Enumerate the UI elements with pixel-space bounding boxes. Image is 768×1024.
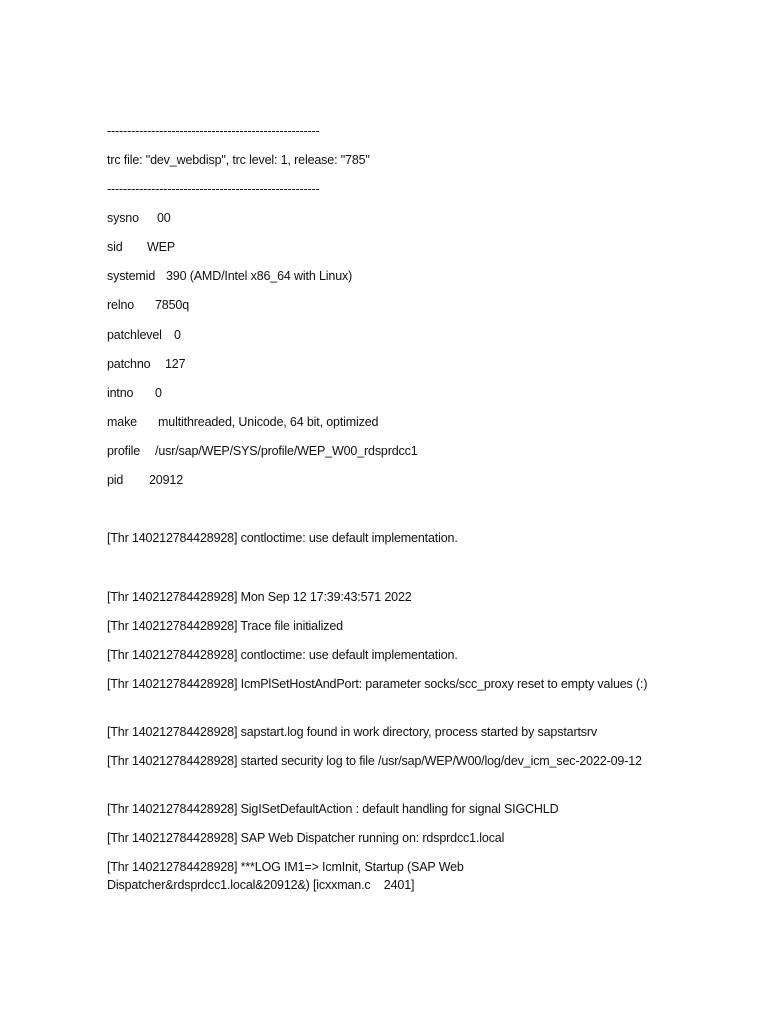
log-line: [Thr 140212784428928] SAP Web Dispatcher running on: rdsprdcc1.local [107,831,505,845]
info-key: systemid [107,269,156,283]
info-line-intno [107,384,667,402]
log-line: [Thr 140212784428928] sapstart.log found in work directory, process started by sapstartsrv [107,725,598,739]
log-line: [Thr 140212784428928] Trace file initialized [107,619,343,633]
info-value: 0 [155,386,162,400]
separator-top: ----------------------------------------------------- [107,124,320,138]
log-line: [Thr 140212784428928] ***LOG IM1=> IcmInit, Startup (SAP Web Dispatcher&rdsprdcc1.local&20912&) [icxxman.c 2401] [107,860,468,892]
info-value: /usr/sap/WEP/SYS/profile/WEP_W00_rdsprdcc1 [155,444,418,458]
trace-header: trc file: "dev_webdisp", trc level: 1, release: "785" [107,153,370,167]
info-line-patchlevel [107,326,667,344]
separator-bottom: ----------------------------------------------------- [107,182,320,196]
info-key: intno [107,386,134,400]
info-value: 00 [157,211,171,225]
log-line: [Thr 140212784428928] started security log to file /usr/sap/WEP/W00/log/dev_icm_sec-2022-09-12 [107,754,642,768]
info-value: WEP [147,240,176,254]
info-value: multithreaded, Unicode, 64 bit, optimized [158,415,379,429]
log-line: [Thr 140212784428928] SigISetDefaultAction : default handling for signal SIGCHLD [107,802,559,816]
info-key: pid [107,473,124,487]
info-value: 7850q [155,298,190,312]
info-value: 0 [174,328,181,342]
info-key: make [107,415,137,429]
info-line-pid [107,471,667,489]
info-key: relno [107,298,135,312]
info-key: sysno [107,211,139,225]
log-line: [Thr 140212784428928] contloctime: use default implementation. [107,531,458,545]
info-line-sid [107,238,667,256]
info-line-sysno [107,209,667,227]
info-value: 390 (AMD/Intel x86_64 with Linux) [166,269,353,283]
info-line-profile [107,442,667,460]
info-value: 20912 [149,473,184,487]
info-key: sid [107,240,123,254]
info-key: patchno [107,357,151,371]
log-line: [Thr 140212784428928] Mon Sep 12 17:39:43:571 2022 [107,590,412,604]
log-line: [Thr 140212784428928] contloctime: use default implementation. [107,648,458,662]
info-key: profile [107,444,140,458]
info-line-patchno [107,355,667,373]
info-key: patchlevel [107,328,162,342]
info-line-relno [107,296,667,314]
log-line: [Thr 140212784428928] IcmPlSetHostAndPort: parameter socks/scc_proxy reset to empty values (:) [107,677,648,691]
info-line-systemid [107,267,667,285]
info-value: 127 [165,357,186,371]
info-line-make [107,413,667,431]
